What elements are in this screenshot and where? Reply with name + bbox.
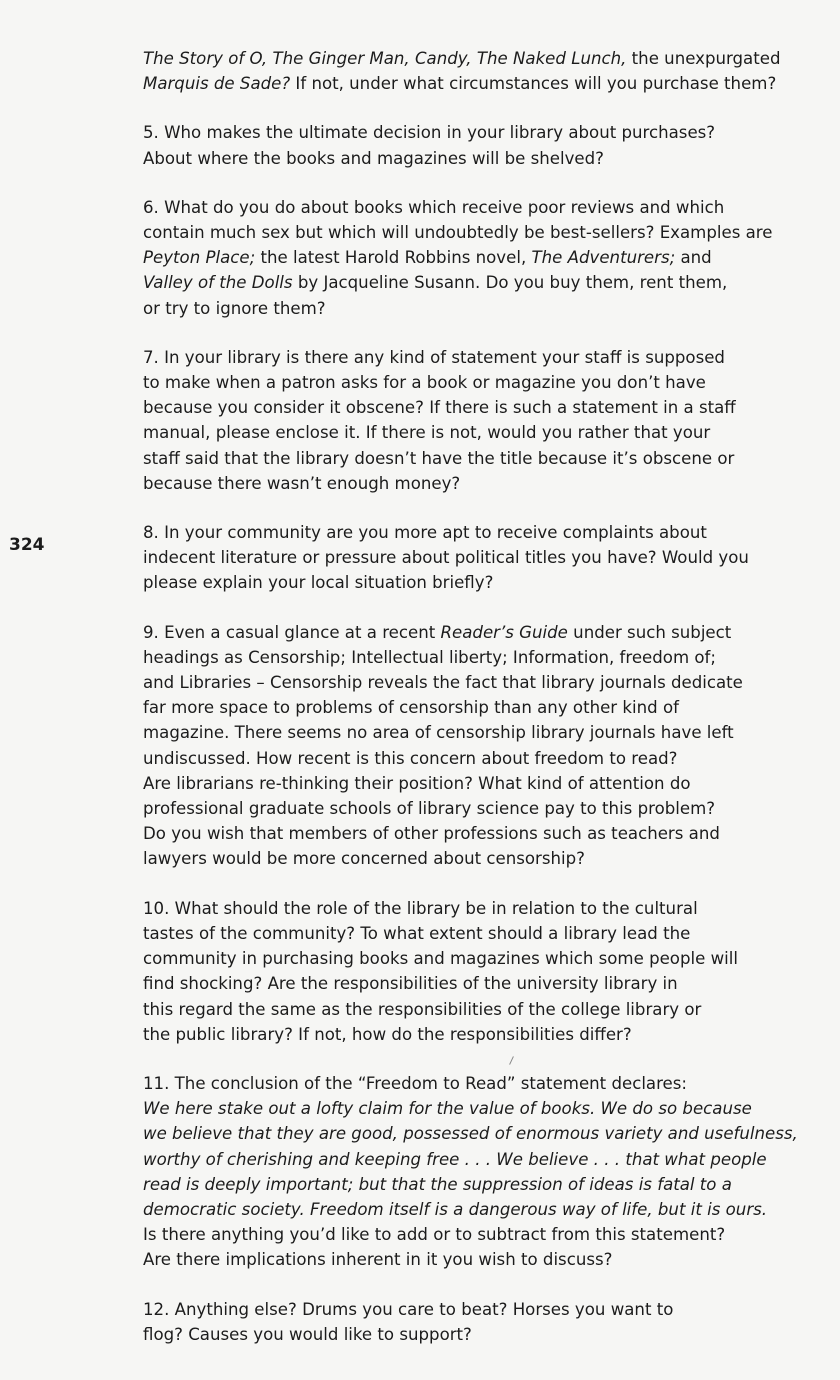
text-line [143,46,833,71]
text: to make when a patron asks for a book or magazine you don’t have [143,373,706,393]
text: Do you wish that members of other professions such as teachers and [143,824,720,844]
text-line [143,120,833,145]
text: staff said that the library doesn’t have the title because it’s obscene or [143,448,735,468]
paragraph [143,46,833,96]
text-line [143,1096,833,1121]
text-line [143,645,833,670]
page-number: 324 [9,535,45,555]
text: 10. What should the role of the library be in relation to the cultural [143,898,698,918]
italic-text: Valley of the Dolls [143,273,293,293]
text: contain much sex but which will undoubtedly be best-sellers? Examples are [143,223,773,243]
paragraph [143,195,833,321]
text-line [143,370,833,395]
italic-text: Marquis de Sade? [143,74,291,94]
text-line [143,245,833,270]
text: the unexpurgated [626,49,781,68]
body-text [143,46,833,1371]
text: undiscussed. How recent is this concern about freedom to read? [143,748,678,768]
text-line [143,195,833,220]
text-line [143,695,833,720]
text-line [143,520,833,545]
text-line [143,670,833,695]
text-line [143,997,833,1022]
italic-text: We here stake out a lofty claim for the value of books. We do so because [143,1099,752,1119]
text-line [143,771,833,796]
paragraph [143,520,833,596]
text: If not, under what circumstances will you purchase them? [290,74,777,94]
text-line [143,270,833,295]
italic-text: The Adventurers; [531,248,676,268]
text-line [143,1022,833,1047]
text: find shocking? Are the responsibilities of the university library in [143,974,678,994]
paragraph [143,120,833,170]
text: 7. In your library is there any kind of statement your staff is supposed [143,347,725,367]
text-line [143,946,833,971]
text-line [143,1247,833,1272]
italic-text: The Story of O, The Ginger Man, Candy, The Naked Lunch, [143,49,627,68]
text-line [143,796,833,821]
italic-text: Reader’s Guide [440,622,568,642]
paragraph [143,620,833,872]
text-line [143,570,833,595]
text: tastes of the community? To what extent should a library lead the [143,923,691,943]
text-line [143,971,833,996]
text-line [143,446,833,471]
text: and Libraries – Censorship reveals the fact that library journals dedicate [143,673,743,693]
text-line [143,746,833,771]
text-line [143,71,833,96]
text-line [143,1297,833,1322]
italic-text: Peyton Place; [143,248,256,268]
text: because you consider it obscene? If there is such a statement in a staff [143,398,736,418]
text: 9. Even a casual glance at a recent [143,622,441,642]
text: magazine. There seems no area of censorship library journals have left [143,723,734,743]
text: 11. The conclusion of the “Freedom to Read” statement declares: [143,1073,687,1093]
text-line [143,1322,833,1347]
text-line [143,146,833,171]
text-line [143,1197,833,1222]
text-line [143,296,833,321]
text: because there wasn’t enough money? [143,473,461,493]
paragraph [143,345,833,496]
text-line [143,846,833,871]
text-line [143,720,833,745]
text: please explain your local situation briefly? [143,573,494,593]
text: 6. What do you do about books which receive poor reviews and which [143,197,725,217]
text: far more space to problems of censorship than any other kind of [143,698,679,718]
text-line [143,821,833,846]
text: Are there implications inherent in it you wish to discuss? [143,1250,613,1270]
text-line [143,220,833,245]
italic-text: we believe that they are good, possessed of enormous variety and usefulness, [143,1124,798,1144]
text: Are librarians re-thinking their position? What kind of attention do [143,773,691,793]
text: by Jacqueline Susann. Do you buy them, rent them, [292,273,728,293]
text: this regard the same as the responsibilities of the college library or [143,999,702,1019]
text: About where the books and magazines will be shelved? [143,148,604,168]
text: the public library? If not, how do the responsibilities differ? [143,1024,632,1044]
text: 12. Anything else? Drums you care to beat? Horses you want to [143,1299,674,1319]
text: 8. In your community are you more apt to receive complaints about [143,523,707,543]
text: professional graduate schools of library science pay to this problem? [143,799,716,819]
text-line [143,1071,833,1096]
text: lawyers would be more concerned about censorship? [143,849,585,869]
text-line [143,420,833,445]
text-line [143,345,833,370]
paragraph [143,1297,833,1347]
text-line [143,545,833,570]
text: headings as Censorship; Intellectual liberty; Information, freedom of; [143,647,716,667]
italic-text: worthy of cherishing and keeping free . . . We believe . . . that what people [143,1149,767,1169]
italic-text: read is deeply important; but that the suppression of ideas is fatal to a [143,1174,732,1194]
text-line [143,1172,833,1197]
text: flog? Causes you would like to support? [143,1324,472,1344]
text-line [143,1222,833,1247]
text: under such subject [567,622,732,642]
text: or try to ignore them? [143,298,326,318]
text: and [675,248,712,268]
text: manual, please enclose it. If there is not, would you rather that your [143,423,711,443]
paragraph [143,896,833,1047]
text: community in purchasing books and magazines which some people will [143,949,738,969]
text-line [143,1121,833,1146]
text-line [143,471,833,496]
text: the latest Harold Robbins novel, [255,248,532,268]
text: Is there anything you’d like to add or to subtract from this statement? [143,1225,726,1245]
text: indecent literature or pressure about political titles you have? Would you [143,548,749,568]
paragraph [143,1071,833,1273]
text: 5. Who makes the ultimate decision in your library about purchases? [143,123,716,143]
text-line [143,395,833,420]
text-line [143,896,833,921]
italic-text: democratic society. Freedom itself is a dangerous way of life, but it is ours. [143,1199,768,1219]
text-line [143,1147,833,1172]
text-line [143,921,833,946]
text-line [143,620,833,645]
